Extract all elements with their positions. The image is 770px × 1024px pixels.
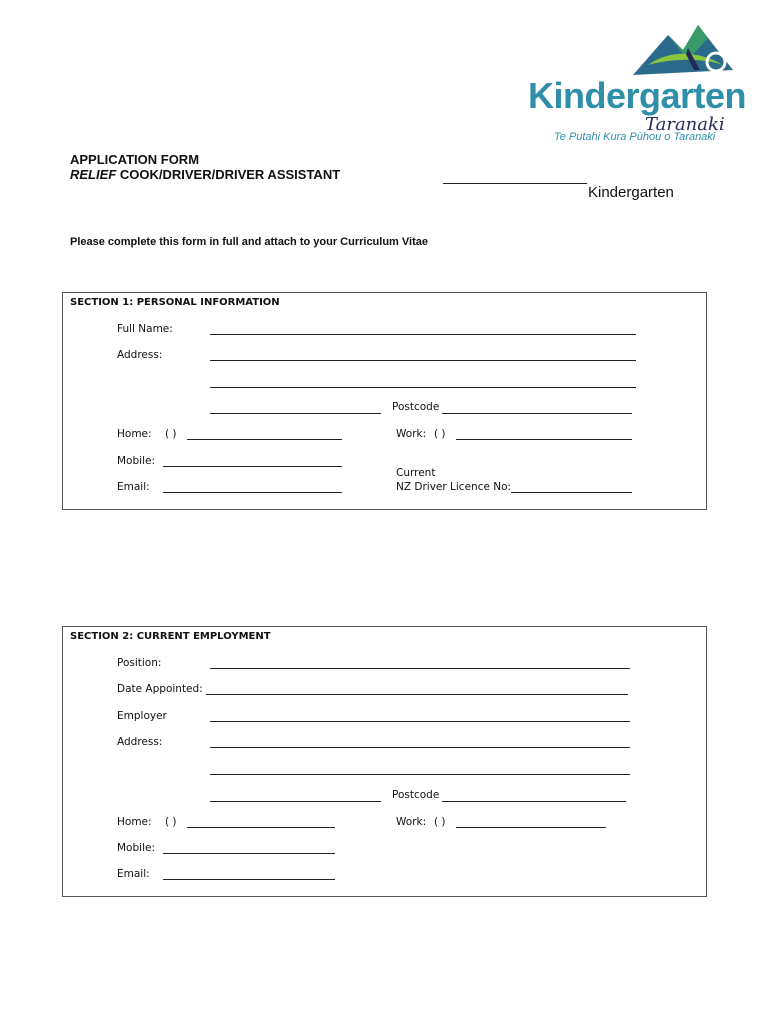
date-appointed-field[interactable] bbox=[206, 694, 628, 695]
kindergarten-taranaki-logo bbox=[520, 20, 750, 145]
home-paren: ( ) bbox=[165, 428, 177, 440]
employment-address-field-1[interactable] bbox=[210, 747, 630, 748]
employer-field[interactable] bbox=[210, 721, 630, 722]
role-prefix: RELIEF bbox=[70, 167, 117, 182]
form-title: APPLICATION FORM bbox=[70, 152, 200, 167]
employment-work-label: Work: bbox=[396, 816, 427, 828]
full-name-field[interactable] bbox=[210, 334, 636, 335]
licence-label-line2: NZ Driver Licence No: bbox=[396, 481, 512, 493]
home-label: Home: bbox=[117, 428, 152, 440]
employment-mobile-label: Mobile: bbox=[117, 842, 155, 854]
logo-tagline: Te Putahi Kura Pūhou o Taranaki bbox=[554, 131, 716, 143]
licence-label-line1: Current bbox=[396, 467, 436, 479]
work-phone-field[interactable] bbox=[456, 439, 632, 440]
employer-label: Employer bbox=[117, 710, 167, 722]
home-phone-field[interactable] bbox=[187, 439, 342, 440]
logo-sub: Taranaki bbox=[645, 114, 725, 135]
section2-title: SECTION 2: CURRENT EMPLOYMENT bbox=[70, 631, 271, 642]
employment-postcode-label: Postcode bbox=[392, 789, 440, 801]
section-current-employment bbox=[62, 626, 707, 897]
employment-postcode-field[interactable] bbox=[442, 801, 626, 802]
role-title bbox=[70, 167, 340, 182]
full-name-label: Full Name: bbox=[117, 323, 173, 335]
section1-title: SECTION 1: PERSONAL INFORMATION bbox=[70, 297, 280, 308]
work-label: Work: bbox=[396, 428, 427, 440]
kindergarten-name-field[interactable] bbox=[443, 183, 587, 184]
date-appointed-label: Date Appointed: bbox=[117, 683, 203, 695]
employment-home-field[interactable] bbox=[187, 827, 335, 828]
employment-home-paren: ( ) bbox=[165, 816, 177, 828]
address-field-2[interactable] bbox=[210, 387, 636, 388]
mobile-label: Mobile: bbox=[117, 455, 155, 467]
mountain-bird-icon bbox=[628, 20, 738, 80]
postcode-label: Postcode bbox=[392, 401, 440, 413]
address-label: Address: bbox=[117, 349, 163, 361]
logo-wordmark: Kindergarten bbox=[528, 75, 747, 116]
employment-email-field[interactable] bbox=[163, 879, 335, 880]
employment-mobile-field[interactable] bbox=[163, 853, 335, 854]
employment-work-paren: ( ) bbox=[434, 816, 446, 828]
role-rest: COOK/DRIVER/DRIVER ASSISTANT bbox=[116, 167, 341, 182]
section-personal-information bbox=[62, 292, 707, 510]
email-field[interactable] bbox=[163, 492, 342, 493]
employment-address-field-2[interactable] bbox=[210, 774, 630, 775]
employment-address-field-3[interactable] bbox=[210, 801, 381, 802]
employment-work-field[interactable] bbox=[456, 827, 606, 828]
email-label: Email: bbox=[117, 481, 150, 493]
mobile-field[interactable] bbox=[163, 466, 342, 467]
employment-email-label: Email: bbox=[117, 868, 150, 880]
employment-address-label: Address: bbox=[117, 736, 163, 748]
postcode-field[interactable] bbox=[442, 413, 632, 414]
address-field-3[interactable] bbox=[210, 413, 381, 414]
employment-home-label: Home: bbox=[117, 816, 152, 828]
position-label: Position: bbox=[117, 657, 162, 669]
licence-field[interactable] bbox=[511, 492, 632, 493]
work-paren: ( ) bbox=[434, 428, 446, 440]
address-field-1[interactable] bbox=[210, 360, 636, 361]
kindergarten-suffix: Kindergarten bbox=[588, 184, 674, 201]
position-field[interactable] bbox=[210, 668, 630, 669]
instructions: Please complete this form in full and attach to your Curriculum Vitae bbox=[70, 236, 428, 248]
